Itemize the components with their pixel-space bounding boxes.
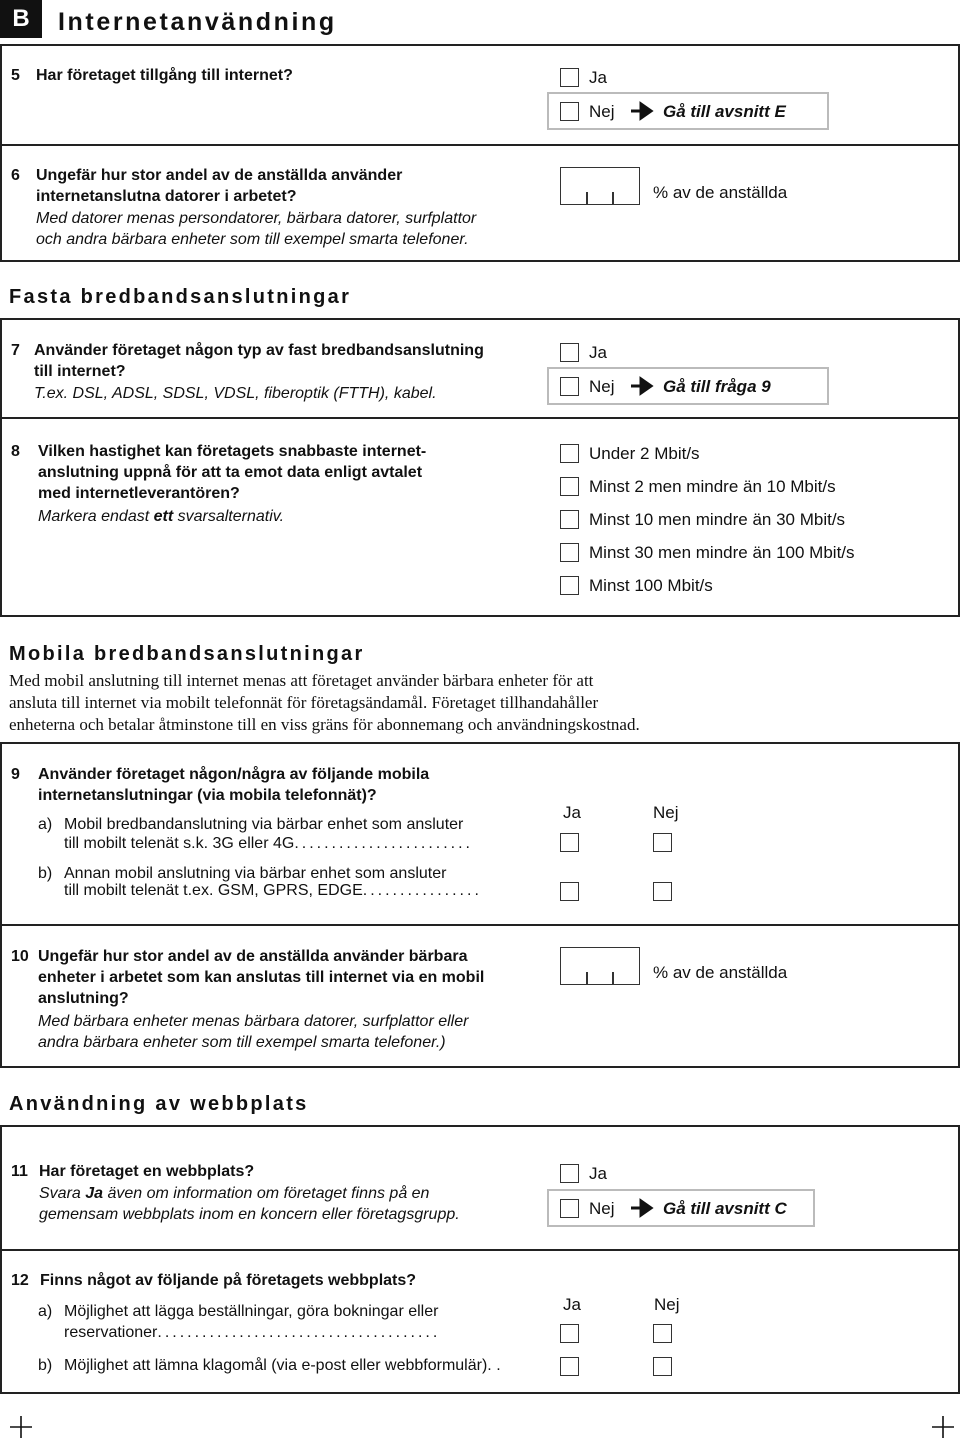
q12b-nej-checkbox[interactable]	[653, 1357, 672, 1376]
q7-nej-label: Nej	[589, 377, 615, 396]
q8-number: 8	[11, 443, 20, 460]
q5-number: 5	[11, 67, 20, 84]
q9-line1: Använder företaget någon/några av följande mobila	[38, 766, 430, 783]
q7-number: 7	[11, 342, 20, 359]
q11-skip-box	[547, 1189, 815, 1227]
q11-skip-text: Gå till avsnitt C	[663, 1199, 787, 1218]
question-5-box	[0, 45, 960, 146]
q9-line2: internetanslutningar (via mobila telefonnät)?	[38, 787, 377, 804]
q8-option-0-label: Under 2 Mbit/s	[589, 444, 700, 463]
q8-option-4-checkbox[interactable]	[560, 576, 579, 595]
q11-ja-checkbox[interactable]	[560, 1164, 579, 1183]
q12a-line1: Möjlighet att lägga beställningar, göra bokningar eller	[64, 1303, 439, 1320]
q9-number: 9	[11, 766, 20, 783]
q7-skip-text: Gå till fråga 9	[663, 377, 771, 396]
registration-cross-icon	[932, 1416, 954, 1438]
heading-webbplats: Användning av webbplats	[9, 1093, 309, 1115]
q9-nej-header: Nej	[653, 803, 679, 822]
q10-line3: anslutning?	[38, 990, 129, 1007]
q7-line1: Använder företaget någon typ av fast bredbandsanslutning	[34, 342, 484, 359]
q9a-label: a)	[38, 816, 53, 833]
q10-line1: Ungefär hur stor andel av de anställda använder bärbara	[38, 948, 468, 965]
q7-note: T.ex. DSL, ADSL, SDSL, VDSL, fiberoptik (FTTH), kabel.	[34, 385, 437, 402]
q5-nej-checkbox[interactable]	[560, 102, 579, 121]
q5-skip-box	[547, 92, 829, 130]
q9a-nej-checkbox[interactable]	[653, 833, 672, 852]
q6-note1: Med datorer menas persondatorer, bärbara datorer, surfplattor	[36, 210, 477, 227]
q12-nej-header: Nej	[654, 1295, 680, 1314]
q12b-line1: Möjlighet att lämna klagomål (via e-post eller webbformulär). .	[64, 1357, 501, 1374]
heading-fasta-bredband: Fasta bredbandsanslutningar	[9, 286, 352, 308]
q6-line1: Ungefär hur stor andel av de anställda använder	[36, 167, 403, 184]
q9b-label: b)	[38, 865, 53, 882]
q5-ja-checkbox[interactable]	[560, 68, 579, 87]
q9b-ja-checkbox[interactable]	[560, 882, 579, 901]
q6-unit: % av de anställda	[653, 183, 788, 202]
question-9-box	[0, 742, 960, 926]
q8-option-1-label: Minst 2 men mindre än 10 Mbit/s	[589, 477, 836, 496]
registration-cross-icon	[10, 1416, 32, 1438]
q8-option-1-checkbox[interactable]	[560, 477, 579, 496]
q8-option-3-label: Minst 30 men mindre än 100 Mbit/s	[589, 543, 855, 562]
q6-percent-input[interactable]	[560, 167, 640, 205]
q11-nej-checkbox[interactable]	[560, 1199, 579, 1218]
q12a-label: a)	[38, 1303, 53, 1320]
q5-ja-label: Ja	[589, 68, 607, 87]
question-6-box	[0, 144, 960, 262]
q10-note1: Med bärbara enheter menas bärbara datorer, surfplattor eller	[38, 1013, 469, 1030]
q10-percent-input[interactable]	[560, 947, 640, 985]
q5-nej-label: Nej	[589, 102, 615, 121]
q11-nej-label: Nej	[589, 1199, 615, 1218]
question-11-box	[0, 1125, 960, 1251]
arrow-right-icon	[629, 376, 655, 396]
q9b-line2: till mobilt telenät t.ex. GSM, GPRS, EDGE................	[64, 882, 482, 899]
q9b-line1: Annan mobil anslutning via bärbar enhet som ansluter	[64, 865, 447, 882]
q6-number: 6	[11, 167, 20, 184]
section-title: Internetanvändning	[58, 8, 337, 36]
q11-ja-label: Ja	[589, 1164, 607, 1183]
section-badge: B	[0, 0, 42, 38]
question-7-box	[0, 318, 960, 419]
q10-unit: % av de anställda	[653, 963, 788, 982]
heading-mobila-bredband: Mobila bredbandsanslutningar	[9, 643, 365, 665]
mobila-intro-line2: ansluta till internet via mobilt telefonnät för företagsändamål. Företaget tillhandahåller	[9, 693, 599, 712]
arrow-right-icon	[629, 1198, 655, 1218]
q12-text: Finns något av följande på företagets webbplats?	[40, 1272, 417, 1289]
q10-number: 10	[11, 948, 29, 965]
q9a-line1: Mobil bredbandanslutning via bärbar enhet som ansluter	[64, 816, 464, 833]
mobila-intro-line3: enheterna och betalar åtminstone till en viss gräns för abonnemang och användningskostnad.	[9, 715, 640, 734]
question-10-box	[0, 924, 960, 1068]
q12b-ja-checkbox[interactable]	[560, 1357, 579, 1376]
q6-line2: internetanslutna datorer i arbetet?	[36, 188, 297, 205]
q12-ja-header: Ja	[563, 1295, 581, 1314]
q8-line2: anslutning uppnå för att ta emot data enligt avtalet	[38, 464, 423, 481]
q7-skip-box	[547, 367, 829, 405]
q5-skip-text: Gå till avsnitt E	[663, 102, 786, 121]
q12a-nej-checkbox[interactable]	[653, 1324, 672, 1343]
q12-number: 12	[11, 1272, 29, 1289]
q8-option-0-checkbox[interactable]	[560, 444, 579, 463]
q12b-label: b)	[38, 1357, 53, 1374]
q11-text: Har företaget en webbplats?	[39, 1163, 255, 1180]
q8-line3: med internetleverantören?	[38, 485, 240, 502]
q9b-nej-checkbox[interactable]	[653, 882, 672, 901]
q8-note: Markera endast ett svarsalternativ.	[38, 508, 285, 525]
q9a-line2: till mobilt telenät s.k. 3G eller 4G........................	[64, 835, 473, 852]
q7-line2: till internet?	[34, 363, 126, 380]
q7-ja-label: Ja	[589, 343, 607, 362]
q9-ja-header: Ja	[563, 803, 581, 822]
q8-option-2-checkbox[interactable]	[560, 510, 579, 529]
question-8-box	[0, 417, 960, 617]
arrow-right-icon	[629, 101, 655, 121]
q8-option-4-label: Minst 100 Mbit/s	[589, 576, 713, 595]
q7-nej-checkbox[interactable]	[560, 377, 579, 396]
q10-line2: enheter i arbetet som kan anslutas till internet via en mobil	[38, 969, 485, 986]
q6-note2: och andra bärbara enheter som till exempel smarta telefoner.	[36, 231, 469, 248]
q11-number: 11	[11, 1163, 28, 1180]
mobila-intro-line1: Med mobil anslutning till internet menas att företaget använder bärbara enheter för att	[9, 671, 594, 690]
q11-note1: Svara Ja även om information om företaget finns på en	[39, 1185, 430, 1202]
q9a-ja-checkbox[interactable]	[560, 833, 579, 852]
q8-option-3-checkbox[interactable]	[560, 543, 579, 562]
q12a-ja-checkbox[interactable]	[560, 1324, 579, 1343]
question-12-box	[0, 1249, 960, 1394]
q12a-line2: reservationer......................................	[64, 1324, 441, 1341]
q8-line1: Vilken hastighet kan företagets snabbaste internet-	[38, 443, 427, 460]
q10-note2: andra bärbara enheter som till exempel smarta telefoner.)	[38, 1034, 446, 1051]
q7-ja-checkbox[interactable]	[560, 343, 579, 362]
q5-text: Har företaget tillgång till internet?	[36, 67, 293, 84]
q11-note2: gemensam webbplats inom en koncern eller företagsgrupp.	[39, 1206, 460, 1223]
q8-option-2-label: Minst 10 men mindre än 30 Mbit/s	[589, 510, 846, 529]
